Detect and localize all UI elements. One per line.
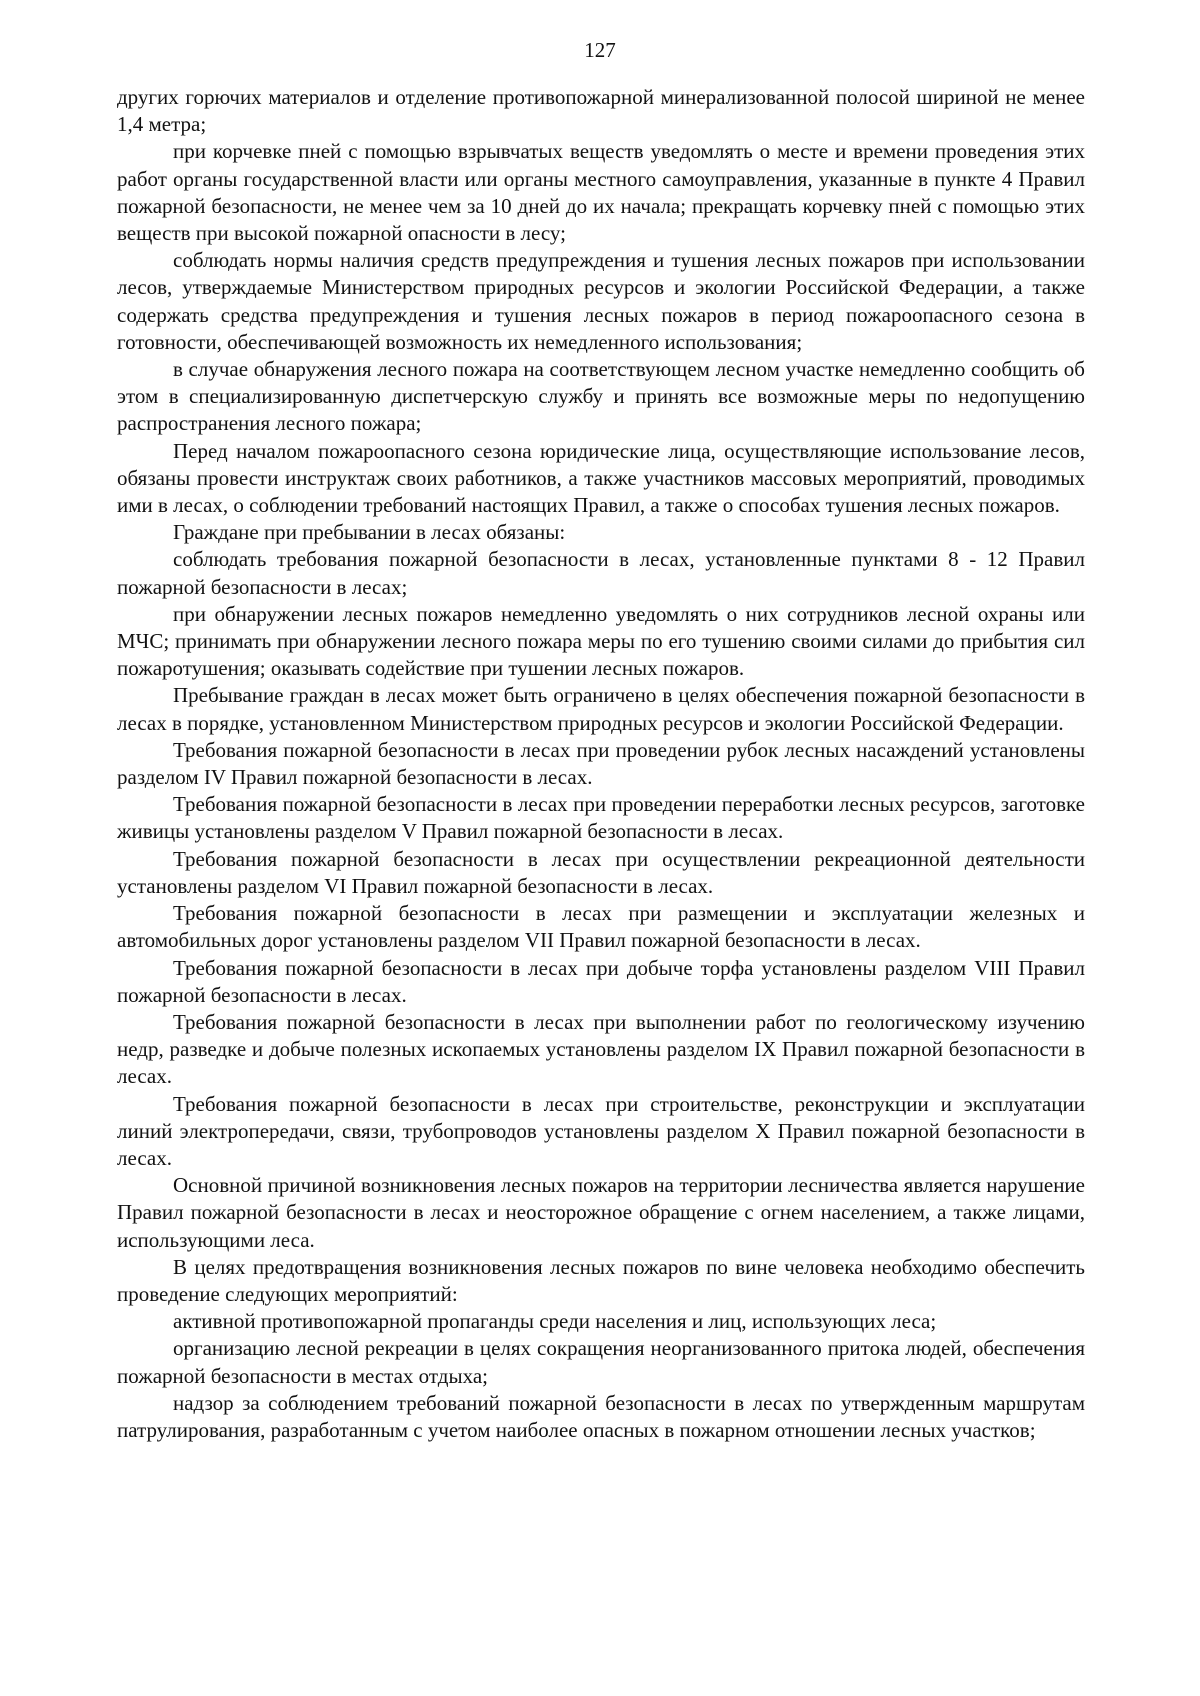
paragraph-section-vii: Требования пожарной безопасности в лесах при размещении и эксплуатации железных и автомобильных дорог установлены разделом VII Правил пожарной безопасности в лесах. [117,901,1085,953]
paragraph-notify-fires: при обнаружении лесных пожаров немедленно уведомлять о них сотрудников лесной охраны или МЧС; принимать при обнаружении лесного пожара меры по его тушению своими силами до прибытия сил пожаротушения; оказывать содействие при тушении лесных пожаров. [117,601,1085,681]
paragraph-section-x: Требования пожарной безопасности в лесах при строительстве, реконструкции и эксплуатации линий электропередачи, связи, трубопроводов установлены разделом X Правил пожарной безопасности в лесах. [117,1091,1085,1170]
page-number: 127 [584,38,616,62]
paragraph-citizens-duties: Граждане при пребывании в лесах обязаны: [173,520,566,545]
paragraph-patrol-supervision: надзор за соблюдением требований пожарной безопасности в лесах по утвержденным маршрутам патрулирования, разработанным с учетом наиболее опасных в пожарном отношении лесных участков; [117,1390,1085,1442]
paragraph-section-v: Требования пожарной безопасности в лесах при проведении переработки лесных ресурсов, заготовке живицы установлены разделом V Правил пожарной безопасности в лесах. [117,792,1085,844]
document-body [117,84,1085,1444]
paragraph-section-iv: Требования пожарной безопасности в лесах при проведении рубок лесных насаждений установлены разделом IV Правил пожарной безопасности в лесах. [117,737,1085,790]
paragraph-stay-restriction: Пребывание граждан в лесах может быть ограничено в целях обеспечения пожарной безопасности в лесах в порядке, установленном Министерством природных ресурсов и экологии Российской Федерации. [117,683,1085,735]
paragraph-continuation: других горючих материалов и отделение противопожарной минерализованной полосой шириной не менее 1,4 метра; [117,85,1085,137]
paragraph-recreation: организацию лесной рекреации в целях сокращения неорганизованного притока людей, обеспечения пожарной безопасности в местах отдыха; [117,1336,1085,1388]
paragraph-propaganda: активной противопожарной пропаганды среди населения и лиц, использующих леса; [173,1309,937,1334]
paragraph-section-viii: Требования пожарной безопасности в лесах при добыче торфа установлены разделом VIII Правил пожарной безопасности в лесах. [117,955,1085,1007]
paragraph-section-ix: Требования пожарной безопасности в лесах при выполнении работ по геологическому изучению недр, разведке и добыче полезных ископаемых установлены разделом IX Правил пожарной безопасности в лесах. [117,1009,1085,1089]
paragraph-briefing: Перед началом пожароопасного сезона юридические лица, осуществляющие использование лесов, обязаны провести инструктаж своих работников, а также участников массовых мероприятий, проводимых ими в лесах, о соблюдении требований настоящих Правил, а также о способах тушения лесных пожаров. [117,438,1085,518]
paragraph-equipment-norms: соблюдать нормы наличия средств предупреждения и тушения лесных пожаров при использовании лесов, утверждаемые Министерством природных ресурсов и экологии Российской Федерации, а также содержать средства предупреждения и тушения лесных пожаров в период пожароопасного сезона в готовности, обеспечивающей возможность их немедленного использования; [117,248,1085,354]
paragraph-stump-blasting: при корчевке пней с помощью взрывчатых веществ уведомлять о месте и времени проведения этих работ органы государственной власти или органы местного самоуправления, указанные в пункте 4 Правил пожарной безопасности, не менее чем за 10 дней до их начала; прекращать корчевку пней с помощью этих веществ при высокой пожарной опасности в лесу; [117,139,1085,246]
paragraph-section-vi: Требования пожарной безопасности в лесах при осуществлении рекреационной деятельности установлены разделом VI Правил пожарной безопасности в лесах. [117,846,1085,898]
paragraph-fire-detection: в случае обнаружения лесного пожара на соответствующем лесном участке немедленно сообщить об этом в специализированную диспетчерскую службу и принять все возможные меры по недопущению распространения лесного пожара; [117,357,1085,436]
paragraph-prevention-measures: В целях предотвращения возникновения лесных пожаров по вине человека необходимо обеспечить проведение следующих мероприятий: [117,1254,1085,1306]
paragraph-main-cause: Основной причиной возникновения лесных пожаров на территории лесничества является нарушение Правил пожарной безопасности в лесах и неосторожное обращение с огнем населением, а также лицами, использующими леса. [117,1173,1085,1252]
paragraph-comply-requirements: соблюдать требования пожарной безопасности в лесах, установленные пунктами 8 - 12 Правил пожарной безопасности в лесах; [117,547,1085,599]
